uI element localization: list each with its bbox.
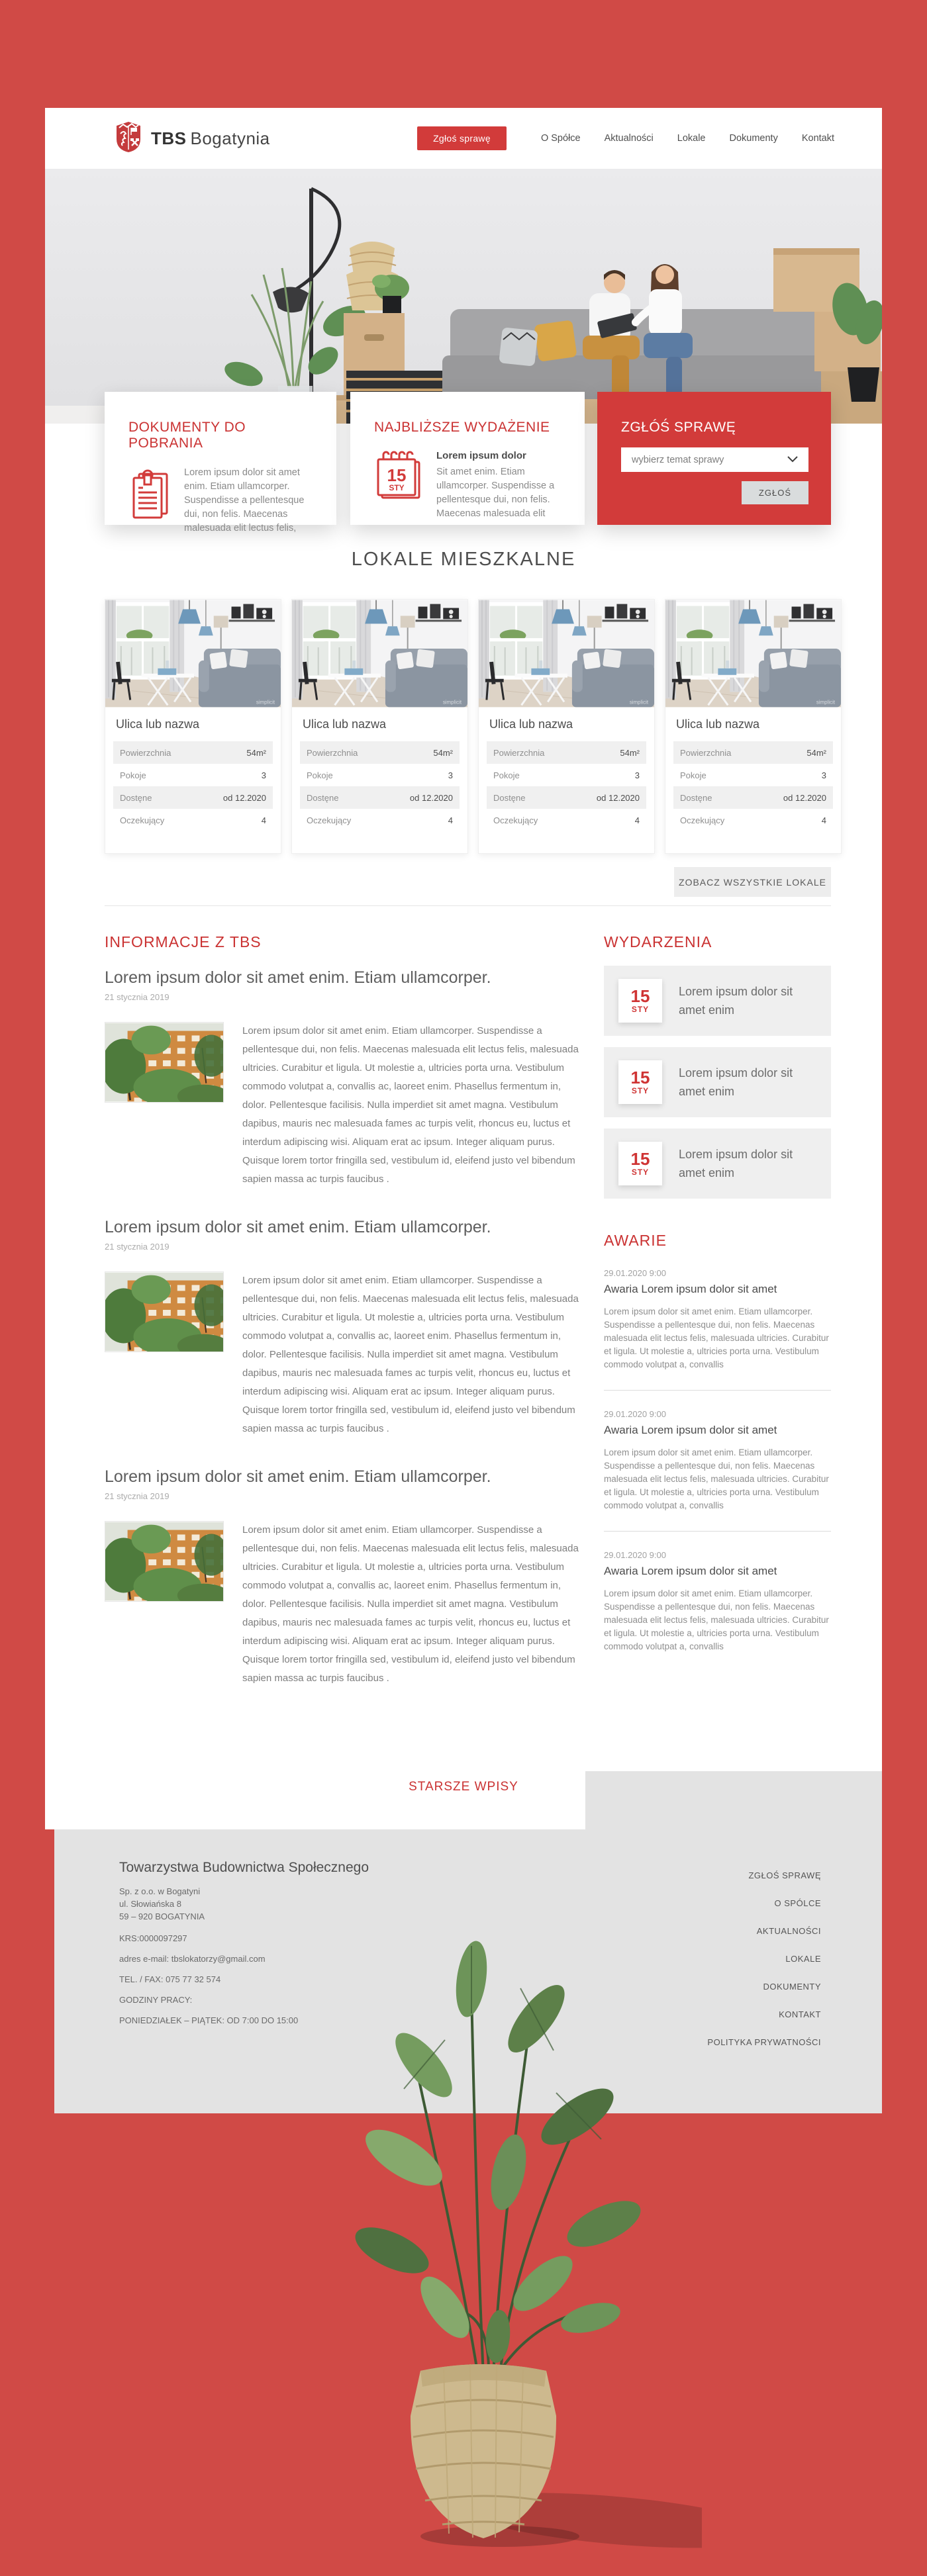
next-event-card [350, 392, 585, 525]
property-row-label: Oczekujący [307, 815, 352, 825]
news-article [105, 968, 583, 1189]
svg-text:simplicit: simplicit [442, 699, 462, 706]
news-article-date: 21 stycznia 2019 [105, 1491, 170, 1501]
news-section [105, 933, 583, 1688]
property-row-value: 4 [634, 815, 640, 825]
property-row-label: Pokoje [680, 770, 707, 780]
document-icon [128, 466, 171, 535]
news-article-body: Lorem ipsum dolor sit amet enim. Etiam ullamcorper. Suspendisse a pellentesque dui, non felis. Maecenas malesuada elit lectus felis, malesuada ultricies. Curabitur et ligula. Ut molestie a, ultricies porta urna. Vestibulum commodo volutpat a, convallis ac, laoreet enim. Phasellus fermentum in, dolor. Pellentesque facilisis. Nulla imperdiet sit amet magna. Vestibulum dapibus, mauris nec malesuada fames ac turpis velit, rhoncus eu, luctus et interdum adipiscing wisi. Aliquam erat ac ipsum. Integer aliquam purus. Quisque lorem tortor fringilla sed, vestibulum id, eleifend justo vel bibendum sapien massa ac turpis faucibus . [242, 1524, 579, 1684]
awaria-title[interactable]: Awaria Lorem ipsum dolor sit amet [604, 1424, 777, 1436]
main-nav [417, 126, 834, 150]
chevron-down-icon [787, 455, 798, 465]
property-row-value: 4 [821, 815, 826, 825]
event-item[interactable] [604, 966, 831, 1036]
property-row [300, 741, 460, 764]
property-row [487, 786, 646, 809]
svg-text:15: 15 [387, 465, 407, 485]
footer-link[interactable]: AKTUALNOŚCI [756, 1926, 821, 1936]
news-article-body: Lorem ipsum dolor sit amet enim. Etiam ullamcorper. Suspendisse a pellentesque dui, non felis. Maecenas malesuada elit lectus felis, malesuada ultricies. Curabitur et ligula. Ut molestie a, ultricies porta urna. Vestibulum commodo volutpat a, convallis ac, laoreet enim. Phasellus fermentum in, dolor. Pellentesque facilisis. Nulla imperdiet sit amet magna. Vestibulum dapibus, mauris nec malesuada fames ac turpis velit, rhoncus eu, luctus et interdum adipiscing wisi. Aliquam erat ac ipsum. Integer aliquam purus. Quisque lorem tortor fringilla sed, vestibulum id, eleifend justo vel bibendum sapien massa ac turpis faucibus . [242, 1025, 579, 1185]
awaria-date: 29.01.2020 9:00 [604, 1550, 666, 1560]
news-article-title[interactable]: Lorem ipsum dolor sit amet enim. Etiam ullamcorper. [105, 968, 491, 987]
footer-links [707, 1870, 821, 2065]
property-name[interactable]: Ulica lub nazwa [676, 717, 760, 731]
property-row [113, 809, 273, 831]
awarie-section-title: AWARIE [604, 1232, 667, 1249]
property-details [105, 739, 281, 831]
footer-link[interactable]: DOKUMENTY [763, 1982, 821, 1992]
property-row-label: Oczekujący [120, 815, 165, 825]
report-issue-title: ZGŁÓŚ SPRAWĘ [621, 420, 736, 435]
awaria-date: 29.01.2020 9:00 [604, 1268, 666, 1278]
news-section-title: INFORMACJE Z TBS [105, 933, 262, 950]
footer-address-line: Sp. z o.o. w Bogatyni [119, 1886, 201, 1896]
report-issue-card [597, 392, 831, 525]
nav-link[interactable]: Dokumenty [729, 133, 778, 144]
next-event-title: NAJBLIŻSZE WYDAŻENIE [374, 420, 550, 435]
calendar-icon [374, 450, 423, 521]
nav-link[interactable]: Aktualności [604, 133, 654, 144]
awaria-body: Lorem ipsum dolor sit amet enim. Etiam ullamcorper. Suspendisse a pellentesque dui, non felis. Maecenas malesuada elit lectus felis, malesuada ultricies. Curabitur et ligula. Ut molestie a, ultricies porta urna. Vestibulum commodo volutpat a, convallis [604, 1448, 829, 1510]
footer-krs: KRS:0000097297 [119, 1933, 187, 1943]
property-row [487, 741, 646, 764]
svg-text:STY: STY [389, 483, 405, 492]
see-all-lokale-button[interactable]: ZOBACZ WSZYSTKIE LOKALE [674, 867, 831, 897]
footer-address [119, 1885, 369, 1923]
section-divider [105, 905, 831, 906]
nav-link[interactable]: Lokale [677, 133, 706, 144]
property-row-value: 3 [821, 770, 826, 780]
property-details [292, 739, 467, 831]
footer-phone: TEL. / FAX: 075 77 32 574 [119, 1974, 221, 1984]
event-item[interactable] [604, 1047, 831, 1117]
awaria-body: Lorem ipsum dolor sit amet enim. Etiam ullamcorper. Suspendisse a pellentesque dui, non felis. Maecenas malesuada elit lectus felis, malesuada ultricies. Curabitur et ligula. Ut molestie a, ultricies porta urna. Vestibulum commodo volutpat a, convallis [604, 1307, 829, 1369]
svg-text:simplicit: simplicit [816, 699, 836, 706]
awaria-item [604, 1550, 831, 1653]
event-text: Lorem ipsum dolor sit amet enim [679, 1148, 793, 1179]
side-column [604, 933, 831, 1653]
property-row-value: 54m² [620, 747, 640, 758]
awaria-title[interactable]: Awaria Lorem ipsum dolor sit amet [604, 1283, 777, 1295]
property-row-value: 54m² [246, 747, 266, 758]
property-row [673, 786, 833, 809]
property-row-value: 54m² [433, 747, 453, 758]
footer-link[interactable]: O SPÓLCE [774, 1898, 821, 1908]
event-date-badge [618, 1060, 662, 1104]
logo-text: TBS Bogatynia [151, 128, 270, 148]
hero-photo [45, 169, 882, 424]
property-row-label: Pokoje [307, 770, 333, 780]
documents-card-text: Lorem ipsum dolor sit amet enim. Etiam ullamcorper. Suspendisse a pellentesque dui, non felis. Maecenas malesuada elit lectus felis, [184, 467, 305, 533]
news-article-title[interactable]: Lorem ipsum dolor sit amet enim. Etiam ullamcorper. [105, 1467, 491, 1486]
property-row [300, 764, 460, 786]
footer-step-panel [585, 1771, 882, 1829]
property-row-value: 4 [261, 815, 266, 825]
event-month: STY [631, 1086, 650, 1095]
awaria-item [604, 1268, 831, 1391]
apartment-photo [665, 600, 841, 708]
property-row-label: Dostęne [493, 792, 526, 803]
shield-logo-icon [114, 120, 143, 157]
property-row-label: Oczekujący [493, 815, 538, 825]
logo[interactable] [114, 120, 270, 157]
event-date-badge [618, 1142, 662, 1185]
apartment-photo [105, 600, 281, 708]
event-day: 15 [630, 1068, 650, 1087]
news-article-body: Lorem ipsum dolor sit amet enim. Etiam ullamcorper. Suspendisse a pellentesque dui, non felis. Maecenas malesuada elit lectus felis, malesuada ultricies. Curabitur et ligula. Ut molestie a, ultricies porta urna. Vestibulum commodo volutpat a, convallis ac, laoreet enim. Phasellus fermentum in, dolor. Pellentesque facilisis. Nulla imperdiet sit amet magna. Vestibulum dapibus, mauris nec malesuada fames ac turpis velit, rhoncus eu, luctus et interdum adipiscing wisi. Aliquam erat ac ipsum. Integer aliquam purus. Quisque lorem tortor fringilla sed, vestibulum id, eleifend justo vel bibendum sapien massa ac turpis faucibus . [242, 1275, 579, 1434]
property-row-value: 3 [448, 770, 453, 780]
svg-text:simplicit: simplicit [256, 699, 275, 706]
property-row-label: Dostęne [307, 792, 339, 803]
news-article-image[interactable] [105, 1022, 224, 1103]
property-row [113, 786, 273, 809]
property-row [113, 764, 273, 786]
news-article-image[interactable] [105, 1521, 224, 1602]
documents-card-title: DOKUMENTY DO POBRANIA [128, 420, 246, 451]
news-article [105, 1467, 583, 1688]
event-day: 15 [630, 1149, 650, 1169]
property-row [673, 741, 833, 764]
property-row-label: Pokoje [493, 770, 520, 780]
site-header [45, 108, 882, 169]
events-section-title: WYDARZENIA [604, 933, 712, 950]
property-row-label: Powierzchnia [493, 747, 545, 758]
report-issue-button[interactable]: Zgłoś sprawę [417, 126, 507, 150]
property-row-value: 3 [261, 770, 266, 780]
footer-hours-label: GODZINY PRACY: [119, 1995, 193, 2005]
property-card-list [105, 599, 842, 854]
footer-address-line: ul. Słowiańska 8 [119, 1899, 181, 1909]
footer-link[interactable]: ZGŁOŚ SPRAWĘ [748, 1870, 821, 1880]
news-article-date: 21 stycznia 2019 [105, 992, 170, 1002]
event-item[interactable] [604, 1128, 831, 1199]
footer-link[interactable]: LOKALE [785, 1954, 821, 1964]
property-row-label: Powierzchnia [680, 747, 732, 758]
property-card[interactable] [665, 599, 842, 854]
property-card[interactable] [291, 599, 468, 854]
property-row [487, 809, 646, 831]
issue-topic-select[interactable] [621, 447, 808, 472]
property-row-value: od 12.2020 [783, 792, 826, 803]
property-name[interactable]: Ulica lub nazwa [489, 717, 573, 731]
property-row-value: 54m² [806, 747, 826, 758]
news-article [105, 1218, 583, 1438]
nav-link[interactable]: O Spółce [540, 133, 581, 144]
property-row-value: od 12.2020 [222, 792, 266, 803]
nav-links [541, 133, 834, 144]
apartment-photo [479, 600, 654, 708]
property-row-label: Oczekujący [680, 815, 725, 825]
footer-hours: PONIEDZIAŁEK – PIĄTEK: OD 7:00 DO 15:00 [119, 2015, 299, 2025]
property-row [300, 809, 460, 831]
footer-company-name: Towarzystwa Budownictwa Społecznego [119, 1860, 369, 1875]
property-row [113, 741, 273, 764]
news-article-list [105, 968, 583, 1688]
event-list [604, 966, 831, 1199]
nav-link[interactable]: Kontakt [801, 133, 834, 144]
news-article-title[interactable]: Lorem ipsum dolor sit amet enim. Etiam ullamcorper. [105, 1218, 491, 1236]
news-article-image[interactable] [105, 1271, 224, 1352]
property-row [300, 786, 460, 809]
event-text: Lorem ipsum dolor sit amet enim [679, 1066, 793, 1098]
news-article-date: 21 stycznia 2019 [105, 1242, 170, 1252]
property-name[interactable]: Ulica lub nazwa [116, 717, 200, 731]
property-card[interactable] [478, 599, 655, 854]
property-row-value: od 12.2020 [409, 792, 453, 803]
next-event-text: Sit amet enim. Etiam ullamcorper. Suspendisse a pellentesque dui, non felis. Maecenas malesuada elit [436, 467, 555, 519]
property-card[interactable] [105, 599, 281, 854]
property-row-value: od 12.2020 [596, 792, 640, 803]
footer-address-line: 59 – 920 BOGATYNIA [119, 1911, 205, 1921]
footer-email[interactable]: adres e-mail: tbslokatorzy@gmail.com [119, 1954, 266, 1964]
property-row-label: Pokoje [120, 770, 146, 780]
footer-link[interactable]: POLITYKA PRYWATNOŚCI [707, 2037, 821, 2047]
event-text: Lorem ipsum dolor sit amet enim [679, 985, 793, 1017]
next-event-lead: Lorem ipsum dolor [436, 450, 526, 461]
property-details [665, 739, 841, 831]
potted-plant-image [331, 1939, 702, 2558]
awaria-date: 29.01.2020 9:00 [604, 1409, 666, 1419]
event-day: 15 [630, 986, 650, 1006]
property-row-label: Powierzchnia [307, 747, 358, 758]
apartment-photo [292, 600, 467, 708]
older-posts-link[interactable]: STARSZE WPISY [409, 1780, 518, 1794]
property-row-label: Dostęne [120, 792, 152, 803]
property-row-value: 3 [634, 770, 640, 780]
awaria-item [604, 1409, 831, 1532]
lokale-section-title: LOKALE MIESZKALNE [351, 549, 576, 570]
content-card [45, 108, 882, 1829]
property-row [487, 764, 646, 786]
issue-topic-placeholder: wybierz temat sprawy [632, 454, 724, 465]
awaria-title[interactable]: Awaria Lorem ipsum dolor sit amet [604, 1565, 777, 1577]
footer-link[interactable]: KONTAKT [779, 2009, 821, 2019]
awarie-list [604, 1268, 831, 1653]
event-month: STY [631, 1168, 650, 1177]
awaria-body: Lorem ipsum dolor sit amet enim. Etiam ullamcorper. Suspendisse a pellentesque dui, non felis. Maecenas malesuada elit lectus felis, malesuada ultricies. Curabitur et ligula. Ut molestie a, ultricies porta urna. Vestibulum commodo volutpat a, convallis [604, 1588, 829, 1651]
documents-card [105, 392, 336, 533]
property-row [673, 764, 833, 786]
report-submit-button[interactable]: ZGŁOŚ [742, 481, 808, 504]
event-date-badge [618, 979, 662, 1023]
property-row-label: Powierzchnia [120, 747, 171, 758]
property-name[interactable]: Ulica lub nazwa [303, 717, 387, 731]
svg-text:simplicit: simplicit [629, 699, 649, 706]
event-month: STY [631, 1005, 650, 1014]
property-details [479, 739, 654, 831]
property-row [673, 809, 833, 831]
property-row-value: 4 [448, 815, 453, 825]
property-row-label: Dostęne [680, 792, 712, 803]
